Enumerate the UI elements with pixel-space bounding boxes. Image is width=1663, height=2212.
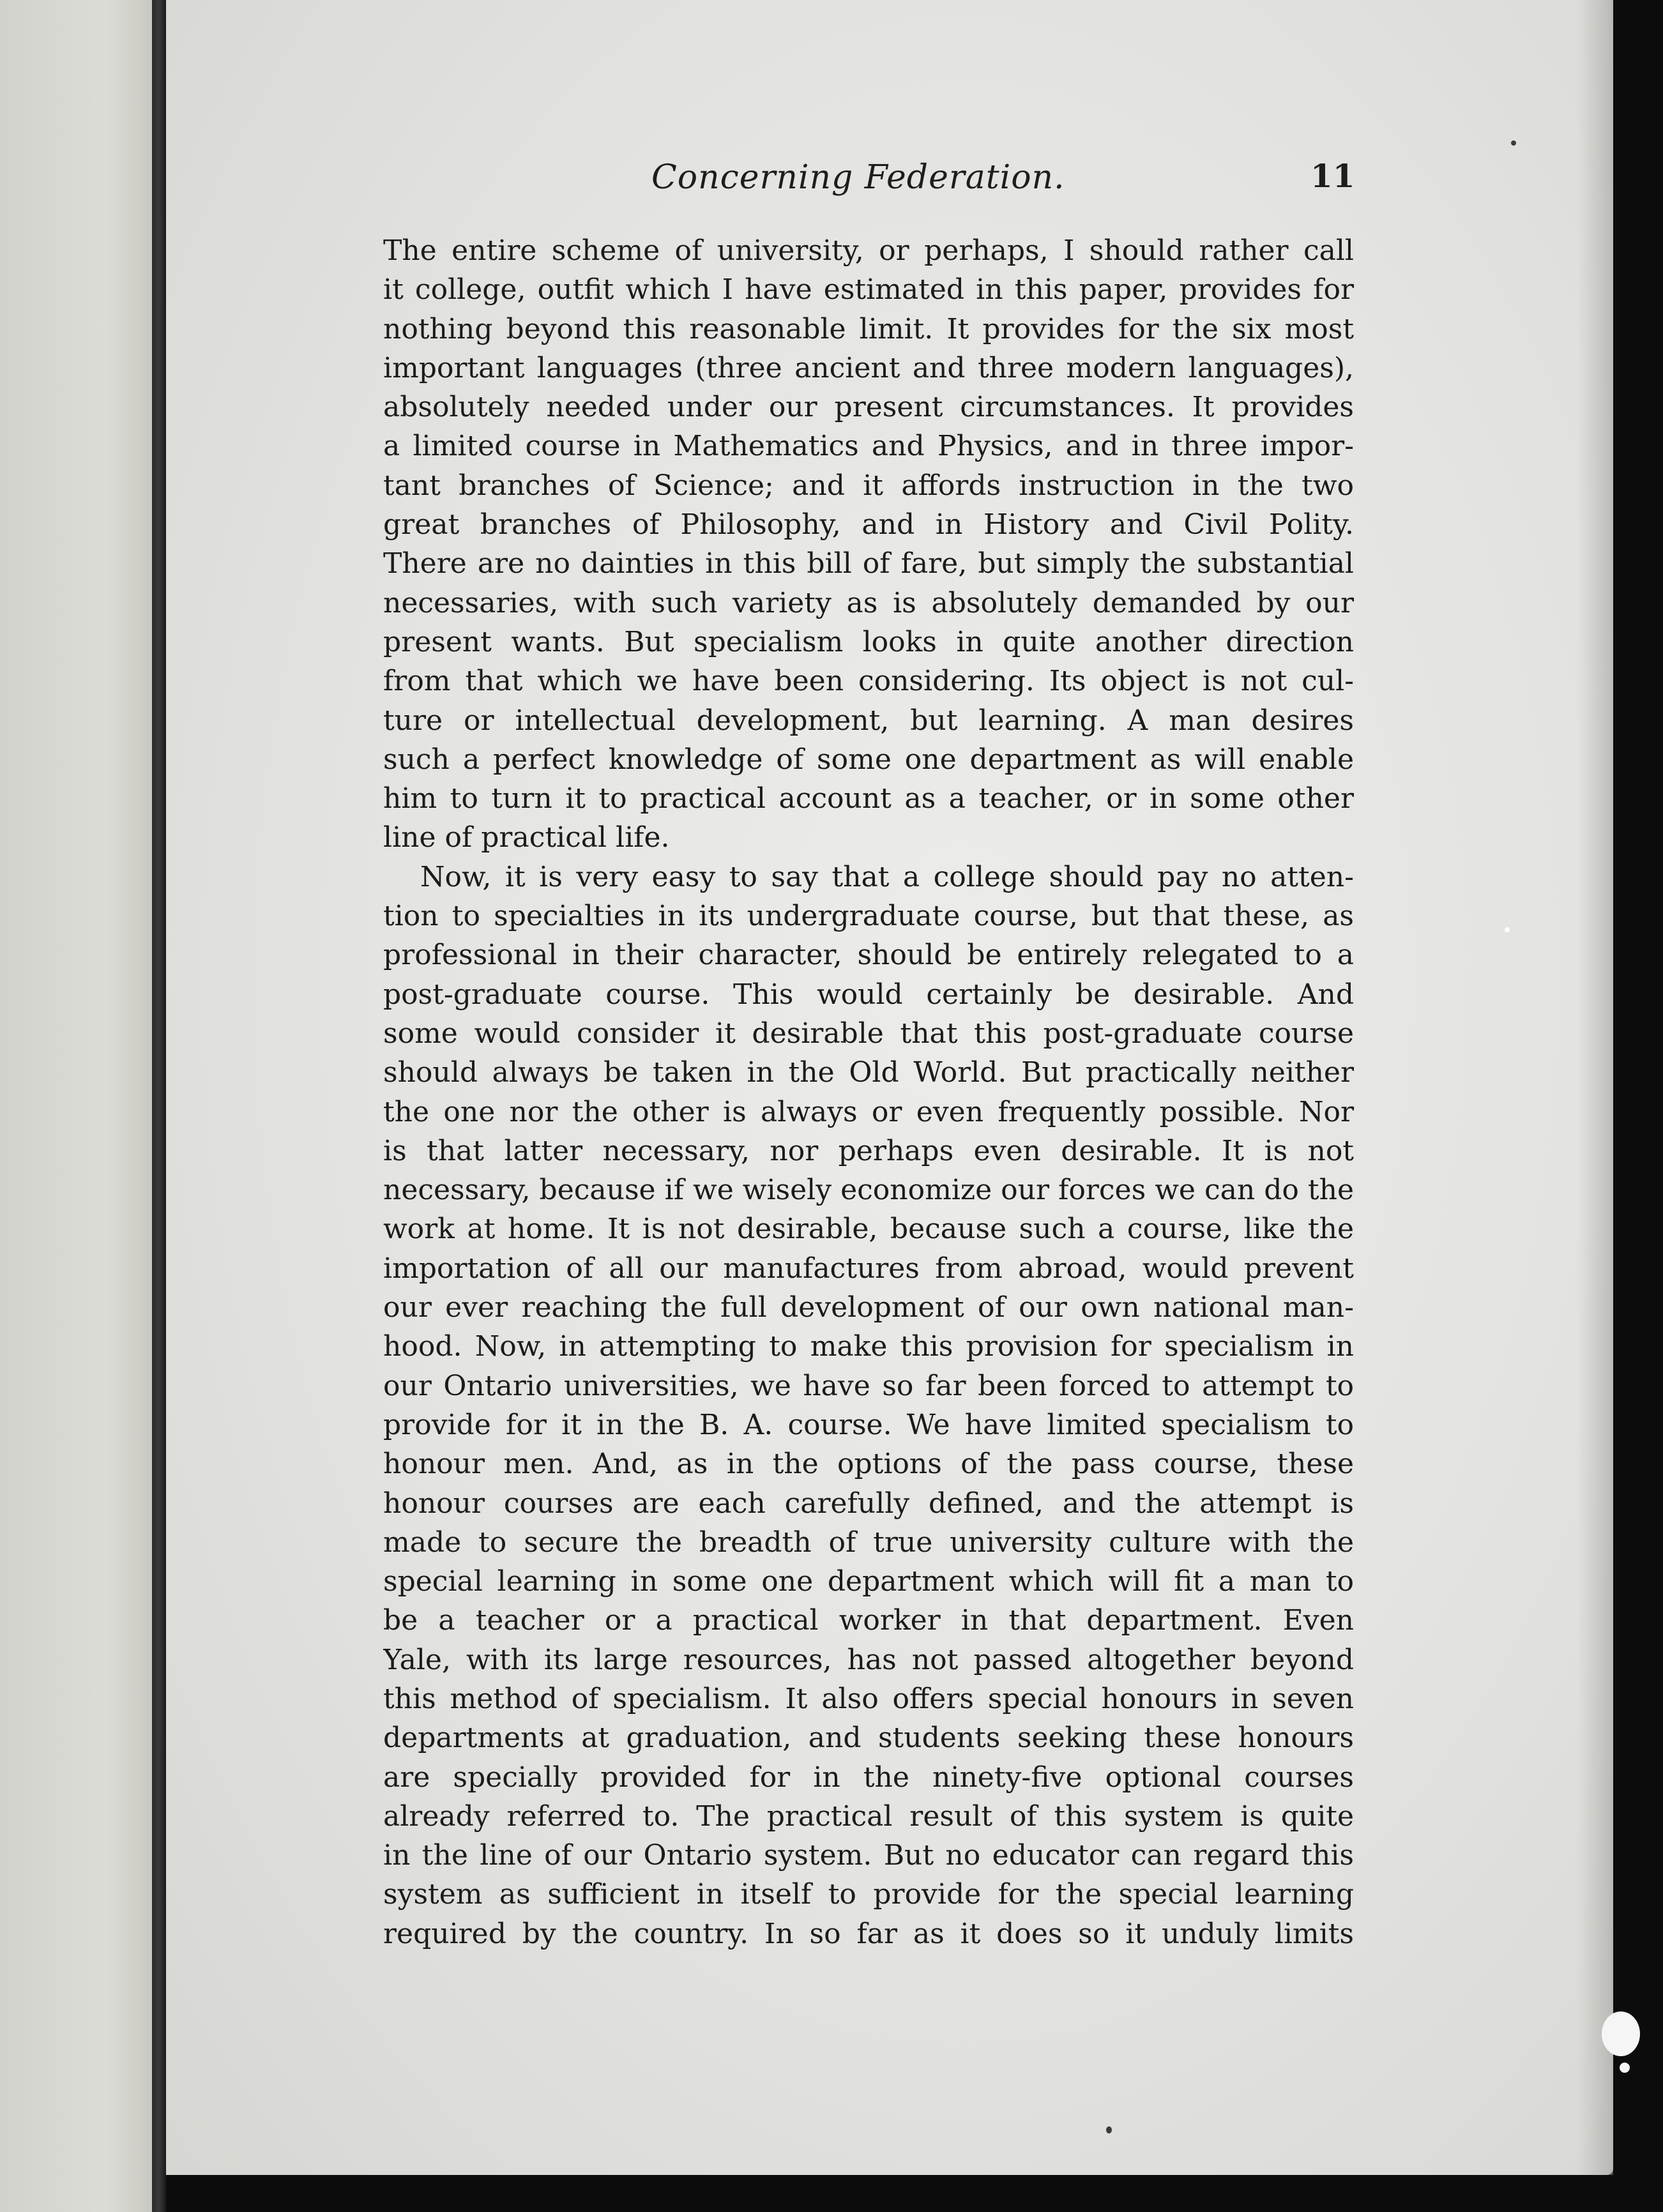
text-line: departments at graduation, and students seeking these honours (383, 1722, 1354, 1755)
text-line: necessaries, with such variety as is absolutely demanded by our (383, 586, 1354, 619)
text-line: absolutely needed under our present circumstances. It provides (383, 391, 1354, 424)
page-number: 11 (1310, 157, 1355, 195)
text-line: professional in their character, should be entirely relegated to a (383, 939, 1354, 972)
text-line: required by the country. In so far as it does so it unduly limits (383, 1917, 1354, 1950)
text-line: tant branches of Science; and it affords instruction in the two (383, 469, 1354, 502)
scan-speck (1505, 927, 1510, 932)
text-line: Yale, with its large resources, has not passed altogether beyond (383, 1643, 1354, 1676)
text-line: is that latter necessary, nor perhaps even desirable. It is not (383, 1134, 1354, 1167)
text-line: made to secure the breadth of true university culture with the (383, 1526, 1354, 1559)
text-line: honour men. And, as in the options of the pass course, these (383, 1448, 1354, 1481)
text-line: importation of all our manufactures from abroad, would prevent (383, 1252, 1354, 1285)
text-line: nothing beyond this reasonable limit. It provides for the six most (383, 312, 1354, 345)
text-line: There are no dainties in this bill of fare, but simply the substantial (383, 547, 1354, 580)
text-line: in the line of our Ontario system. But no educator can regard this (383, 1839, 1354, 1872)
scan-speck (1602, 2011, 1640, 2056)
text-line: our Ontario universities, we have so far been forced to attempt to (383, 1369, 1354, 1402)
text-line: present wants. But specialism looks in quite another direction (383, 625, 1354, 658)
text-line: post-graduate course. This would certainly be desirable. And (383, 978, 1354, 1011)
text-line: work at home. It is not desirable, because such a course, like the (383, 1213, 1354, 1246)
text-line: tion to specialties in its undergraduate course, but that these, as (383, 900, 1354, 933)
text-line: the one nor the other is always or even frequently possible. Nor (383, 1095, 1354, 1128)
text-line-paragraph-start: Now, it is very easy to say that a college should pay no atten- (420, 860, 1354, 893)
text-line: necessary, because if we wisely economize our forces we can do the (383, 1174, 1354, 1207)
body-text (383, 231, 1354, 1953)
running-title: Concerning Federation. (651, 158, 1065, 197)
text-line-paragraph-end: line of practical life. (383, 821, 670, 854)
text-line: are specially provided for in the ninety-five optional courses (383, 1761, 1354, 1794)
text-line: ture or intellectual development, but learning. A man desires (383, 704, 1354, 737)
text-line: this method of specialism. It also offers special honours in seven (383, 1682, 1354, 1715)
text-line: important languages (three ancient and three modern languages), (383, 351, 1354, 384)
scan-speck (1106, 2126, 1112, 2133)
text-line: such a perfect knowledge of some one department as will enable (383, 743, 1354, 776)
text-line: special learning in some one department which will fit a man to (383, 1565, 1354, 1598)
text-line: The entire scheme of university, or perhaps, I should rather call (383, 234, 1354, 267)
text-line: already referred to. The practical result of this system is quite (383, 1799, 1354, 1833)
text-line: honour courses are each carefully defined, and the attempt is (383, 1487, 1354, 1520)
text-line: a limited course in Mathematics and Physics, and in three impor- (383, 430, 1354, 463)
scan-speck (1511, 140, 1516, 146)
text-line: him to turn it to practical account as a teacher, or in some other (383, 782, 1354, 815)
text-line: it college, outfit which I have estimated in this paper, provides for (383, 273, 1354, 307)
text-line: some would consider it desirable that this post-graduate course (383, 1017, 1354, 1050)
scan-speck (1620, 2063, 1630, 2073)
text-line: hood. Now, in attempting to make this provision for specialism in (383, 1330, 1354, 1363)
text-line: provide for it in the B. A. course. We have limited specialism to (383, 1408, 1354, 1441)
page-edge-shadow (1577, 0, 1613, 2175)
facing-page-edge (0, 0, 152, 2212)
book-gutter (152, 0, 166, 2212)
text-line: great branches of Philosophy, and in History and Civil Polity. (383, 508, 1354, 542)
text-line: system as sufficient in itself to provide for the special learning (383, 1878, 1354, 1911)
text-line: our ever reaching the full development of our own national man- (383, 1291, 1354, 1324)
text-line: should always be taken in the Old World. But practically neither (383, 1056, 1354, 1089)
text-line: be a teacher or a practical worker in that department. Even (383, 1604, 1354, 1637)
text-line: from that which we have been considering. Its object is not cul- (383, 665, 1354, 698)
